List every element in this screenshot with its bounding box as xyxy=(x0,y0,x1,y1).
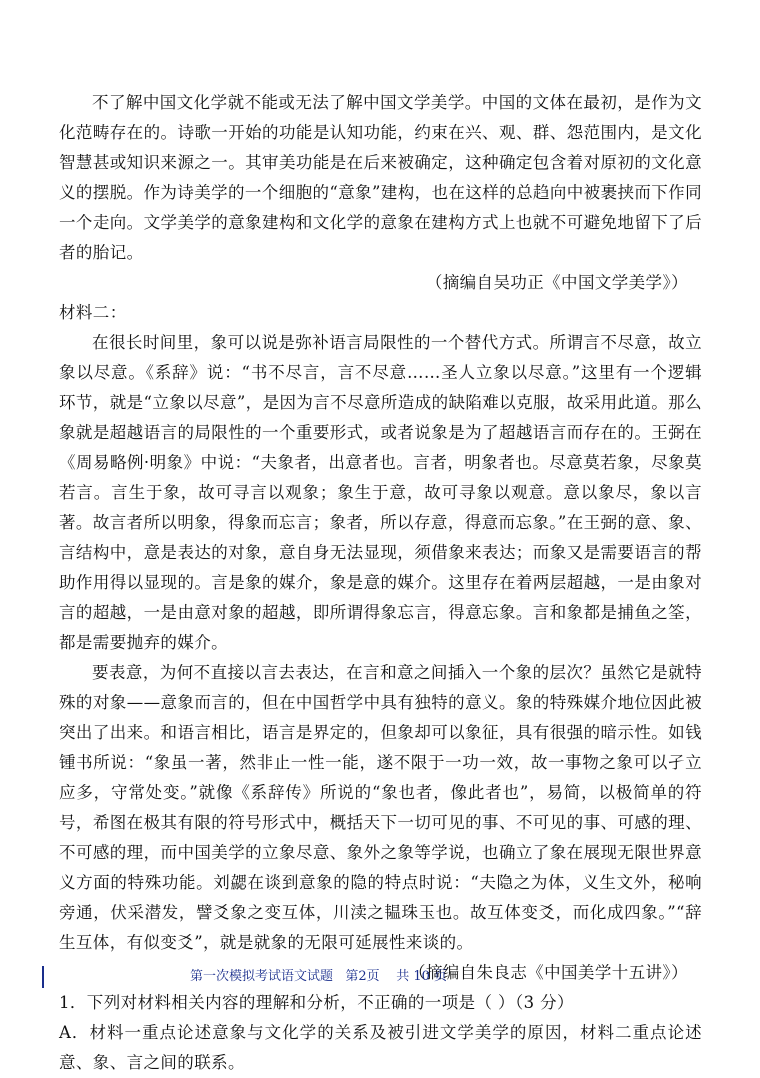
footer-page-info: 第一次模拟考试语文试题 第2页 共 10 页 xyxy=(190,969,448,984)
question-1-stem: 1．下列对材料相关内容的理解和分析，不正确的一项是（ ）（3 分） xyxy=(59,993,574,1012)
material-two-label: 材料二： xyxy=(59,303,127,322)
question-1-option-a: A．材料一重点论述意象与文化学的关系及被引进文学美学的原因，材料二重点论述意、象、言之间的联系。 xyxy=(59,1023,702,1072)
material-two-source: （摘编自朱良志《中国美学十五讲》） xyxy=(408,963,688,982)
material-one-source: （摘编自吴功正《中国文学美学》） xyxy=(425,273,688,292)
footer-accent-bar xyxy=(42,966,44,988)
material-two-paragraph-2: 要表意，为何不直接以言去表达，在言和意之间插入一个象的层次？虽然它是就特殊的对象——意象而言的，但在中国哲学中具有独特的意义。象的特殊媒介地位因此被突出了出来。和语言相比，语言是界定的，但象却可以象征，具有很强的暗示性。如钱锺书所说：“象虽一著，然非止一性一能，遂不限于一功一效，故一事物之象可以孑立应多，守常处变。”就像《系辞传》所说的“象也者，像此者也”，易简，以极简单的符号，希图在极其有限的符号形式中，概括天下一切可见的事、不可见的事、可感的理、不可感的理，而中国美学的立象尽意、象外之象等学说，也确立了象在展现无限世界意义方面的特殊功能。刘勰在谈到意象的隐的特点时说：“夫隐之为体，义生文外，秘响旁通，伏采潜发，譬爻象之变互体，川渎之韫珠玉也。故互体变爻，而化成四象。”“辞生互体，有似变爻”，就是就象的无限可延展性来谈的。 xyxy=(59,663,702,952)
page-content xyxy=(59,88,702,1078)
page-footer xyxy=(0,962,760,992)
material-two-paragraph-1: 在很长时间里，象可以说是弥补语言局限性的一个替代方式。所谓言不尽意，故立象以尽意。《系辞》说：“书不尽言，言不尽意……圣人立象以尽意。”这里有一个逻辑环节，就是“立象以尽意”，是因为言不尽意所造成的缺陷难以克服，故采用此道。那么象就是超越语言的局限性的一个重要形式，或者说象是为了超越语言而存在的。王弼在《周易略例·明象》中说：“夫象者，出意者也。言者，明象者也。尽意莫若象，尽象莫若言。言生于象，故可寻言以观象；象生于意，故可寻象以观意。意以象尽，象以言著。故言者所以明象，得象而忘言；象者，所以存意，得意而忘象。”在王弼的意、象、言结构中，意是表达的对象，意自身无法显现，须借象来表达；而象又是需要语言的帮助作用得以显现的。言是象的媒介，象是意的媒介。这里存在着两层超越，一是由象对言的超越，一是由意对象的超越，即所谓得象忘言，得意忘象。言和象都是捕鱼之筌，都是需要抛弃的媒介。 xyxy=(59,333,702,652)
material-one-paragraph: 不了解中国文化学就不能或无法了解中国文学美学。中国的文体在最初，是作为文化范畴存在的。诗歌一开始的功能是认知功能，约束在兴、观、群、怨范围内，是文化智慧甚或知识来源之一。其审美功能是在后来被确定，这种确定包含着对原初的文化意义的摆脱。作为诗美学的一个细胞的“意象”建构，也在这样的总趋向中被裹挟而下作同一个走向。文学美学的意象建构和文化学的意象在建构方式上也就不可避免地留下了后者的胎记。 xyxy=(59,93,702,262)
